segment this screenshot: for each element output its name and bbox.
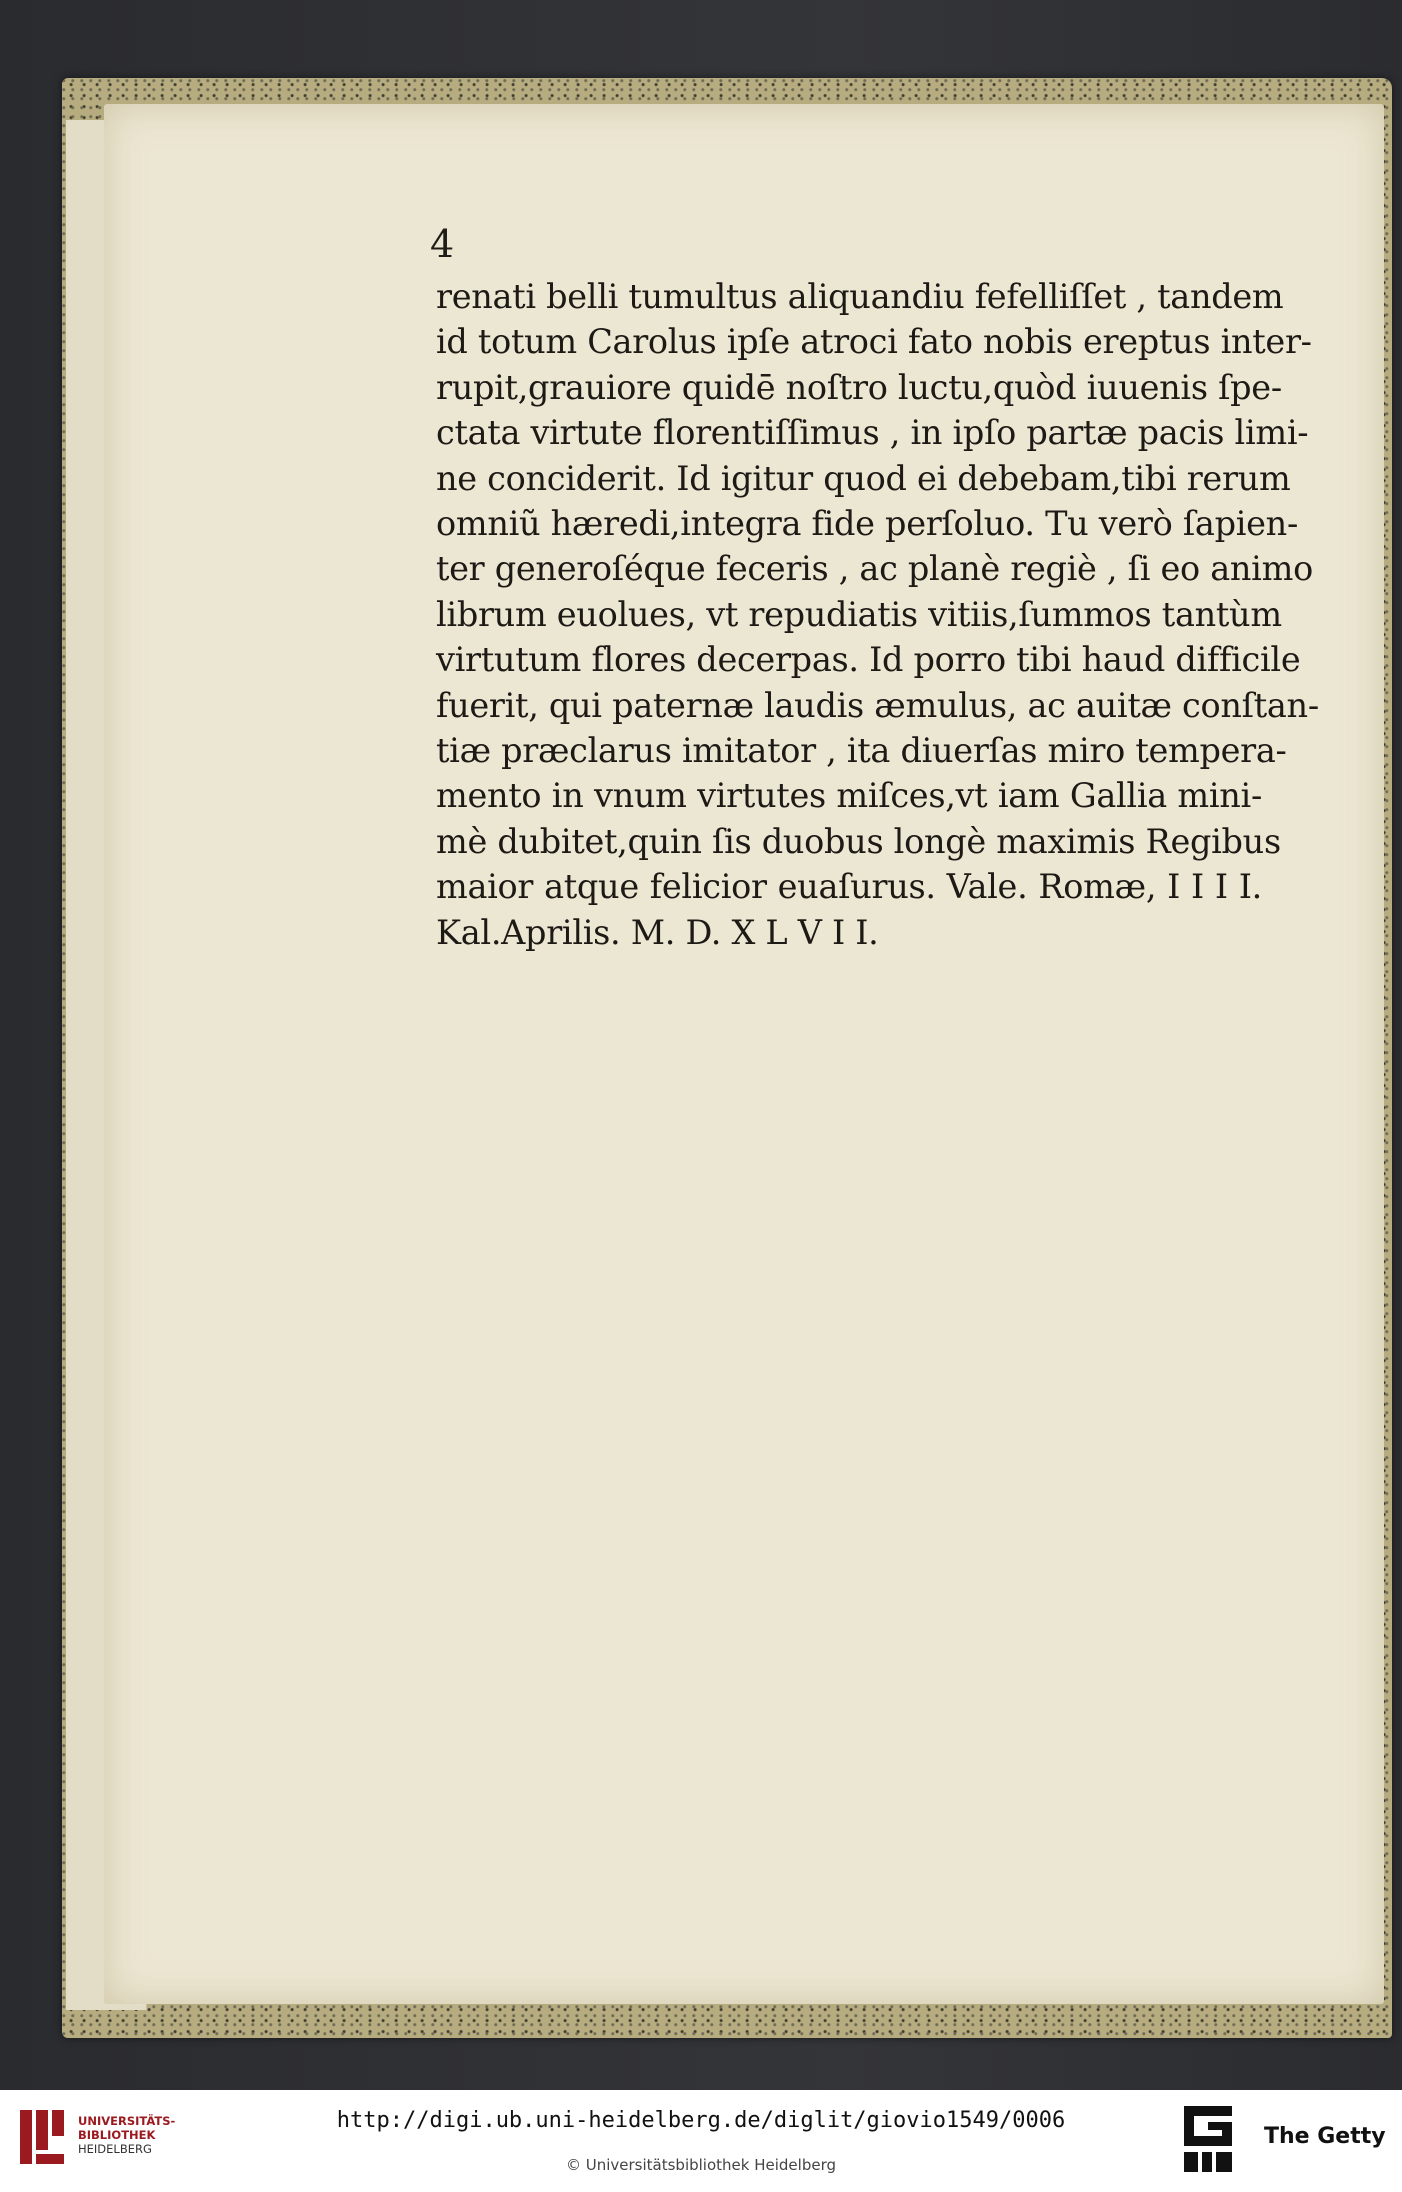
library-city: HEIDELBERG <box>78 2142 152 2156</box>
library-name-line1: UNIVERSITÄTS- <box>78 2114 176 2128</box>
text-line: id totum Carolus ipſe atroci fato nobis ereptus inter- <box>436 322 1312 362</box>
text-line: librum euolues, vt repudiatis vitiis,ſummos tantùm <box>436 594 1282 634</box>
text-line: ctata virtute florentiſſimus , in ipſo partæ pacis limi- <box>436 413 1309 453</box>
text-line: mento in vnum virtutes miſces,vt iam Gallia mini- <box>436 776 1262 816</box>
body-text <box>436 274 1319 955</box>
text-line: ne conciderit. Id igitur quod ei debebam,tibi rerum <box>436 458 1291 498</box>
text-line: tiæ præclarus imitator , ita diuerſas miro tempera- <box>436 731 1287 771</box>
text-line: omniũ hæredi,integra fide perſoluo. Tu verò ſapien- <box>436 504 1298 544</box>
viewer-footer <box>0 2090 1402 2192</box>
partner-name: The Getty <box>1264 2124 1386 2149</box>
page-number: 4 <box>430 222 455 266</box>
text-line: rupit,grauiore quidē noſtro luctu,quòd iuuenis ſpe- <box>436 367 1282 407</box>
text-line: renati belli tumultus aliquandiu fefelliſſet , tandem <box>436 277 1284 316</box>
text-line: ter generoſéque feceris , ac planè regiè , ſi eo animo <box>436 549 1313 589</box>
text-line: virtutum flores decerpas. Id porro tibi haud difficile <box>436 640 1301 680</box>
text-line: mè dubitet,quin ſis duobus longè maximis Regibus <box>436 821 1281 861</box>
copyright-notice: © Universitätsbibliothek Heidelberg <box>565 2156 836 2174</box>
permalink-url[interactable]: http://digi.ub.uni-heidelberg.de/diglit/giovio1549/0006 <box>336 2108 1066 2133</box>
getty-logo-icon[interactable] <box>1180 2102 1236 2176</box>
show-through-text <box>440 960 1280 1750</box>
text-line: fuerit, qui paternæ laudis æmulus, ac auitæ conſtan- <box>436 685 1319 725</box>
text-line: maior atque felicior euaſurus. Vale. Romæ, I I I I. <box>436 867 1262 907</box>
library-name-line2: BIBLIOTHEK <box>78 2128 156 2142</box>
text-line: Kal.Aprilis. M. D. X L V I I. <box>436 912 879 952</box>
